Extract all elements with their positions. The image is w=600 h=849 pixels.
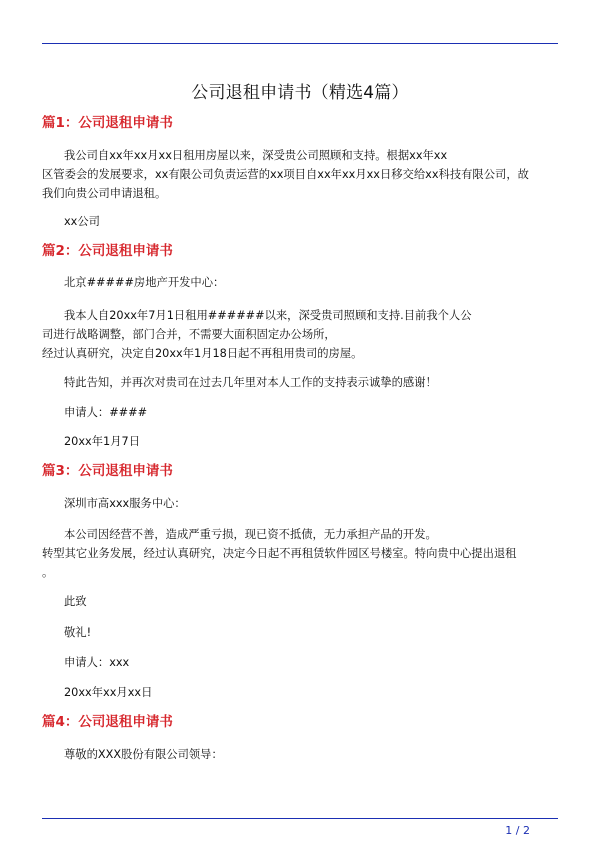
page-indicator: 1 / 2 [505, 824, 530, 837]
section-2-date: 20xx年1月7日 [64, 435, 141, 448]
section-2-body-line-3: 经过认真研究，决定自20xx年1月18日起不再租用贵司的房屋。 [42, 347, 363, 360]
section-3-body-line-3: 。 [42, 566, 54, 579]
document-title: 公司退租申请书（精选4篇） [191, 83, 409, 103]
section-1-body-line-1: 我公司自xx年xx月xx日租用房屋以来，深受贵公司照顾和支持。根据xx年xx [64, 149, 448, 162]
section-3-closing-1: 此致 [64, 595, 87, 608]
section-3-applicant: 申请人：xxx [64, 656, 130, 669]
section-1-body-line-2: 区管委会的发展要求，xx有限公司负责运营的xx项目自xx年xx月xx日移交给xx科技有限公司，故 [42, 168, 529, 181]
section-3-date: 20xx年xx月xx日 [64, 686, 153, 699]
section-1-body-line-3: 我们向贵公司申请退租。 [42, 187, 167, 200]
section-4-salutation: 尊敬的XXX股份有限公司领导： [64, 748, 223, 761]
section-3-body-line-2: 转型其它业务发展，经过认真研究，决定今日起不再租赁软件园区号楼室。特向贵中心提出退租 [42, 547, 517, 560]
section-2-salutation: 北京#####房地产开发中心： [64, 276, 225, 289]
section-2-closing: 特此告知，并再次对贵司在过去几年里对本人工作的支持表示诚挚的感谢！ [64, 376, 437, 389]
section-3-heading: 篇3：公司退租申请书 [42, 463, 173, 479]
section-2-body-line-1: 我本人自20xx年7月1日租用######以来，深受贵司照顾和支持.目前我个人公 [64, 309, 472, 322]
section-2-applicant: 申请人：#### [64, 406, 148, 419]
section-1-signature: xx公司 [64, 215, 100, 228]
section-4-heading: 篇4：公司退租申请书 [42, 714, 173, 730]
header-rule [42, 43, 558, 44]
section-3-salutation: 深圳市高xxx服务中心： [64, 497, 186, 510]
section-3-closing-2: 敬礼! [64, 626, 92, 639]
section-2-body-line-2: 司进行战略调整，部门合并，不需要大面积固定办公场所， [42, 328, 336, 341]
footer-rule [42, 818, 558, 819]
section-2-heading: 篇2：公司退租申请书 [42, 243, 173, 259]
section-1-heading: 篇1：公司退租申请书 [42, 115, 173, 131]
section-3-body-line-1: 本公司因经营不善，造成严重亏损，现已资不抵债，无力承担产品的开发。 [64, 528, 437, 541]
